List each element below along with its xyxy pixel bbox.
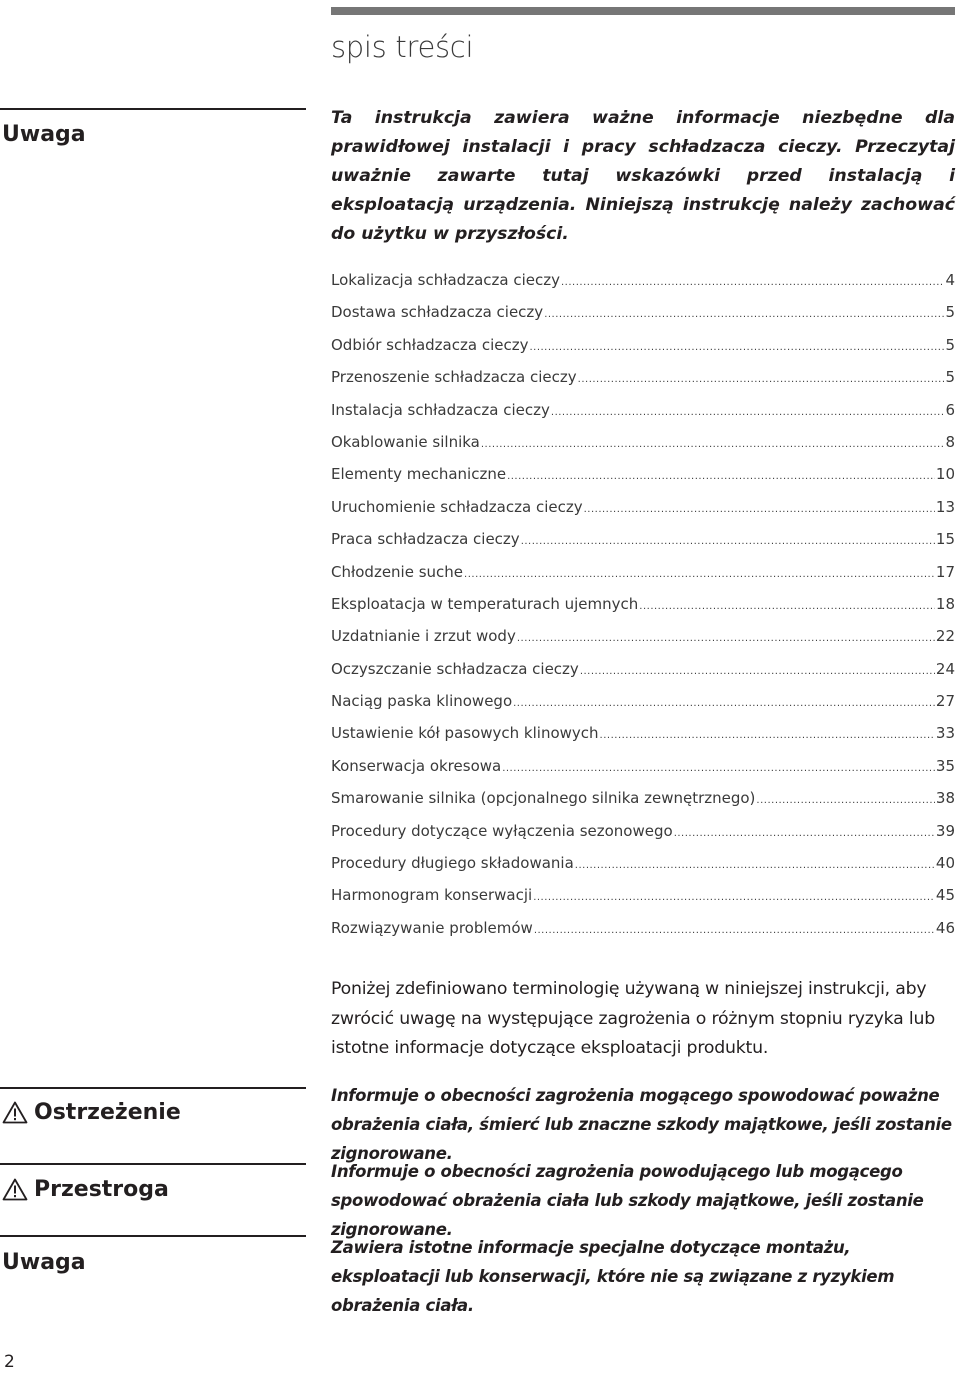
toc-item[interactable] — [331, 886, 955, 918]
toc-item-page: 5 — [945, 368, 955, 387]
toc-item[interactable] — [331, 401, 955, 433]
toc-leader-dots — [513, 692, 935, 710]
toc-item-label: Chłodzenie suche — [331, 562, 464, 581]
notice-text: Ta instrukcja zawiera ważne informacje niezbędne dla prawidłowej instalacji i pracy schładzacza cieczy. Przeczytaj uważnie zawarte tutaj wskazówki przed instalacją i eksploatacją urządzenia. Niniejszą instrukcję należy zachować do użytku w przyszłości. — [331, 108, 955, 244]
toc-leader-dots — [580, 660, 935, 678]
toc-item-label: Elementy mechaniczne — [331, 465, 507, 484]
toc-leader-dots — [600, 724, 935, 742]
toc-item-label: Eksploatacja w temperaturach ujemnych — [331, 594, 639, 613]
toc-leader-dots — [578, 368, 945, 386]
toc-item-label: Harmonogram konserwacji — [331, 886, 533, 905]
toc-item[interactable] — [331, 854, 955, 886]
toc-item[interactable] — [331, 919, 955, 951]
toc-item-label: Smarowanie silnika (opcjonalnego silnika zewnętrznego) — [331, 789, 756, 808]
toc-item[interactable] — [331, 822, 955, 854]
toc-item-page: 22 — [935, 627, 955, 646]
notice-divider — [0, 108, 306, 110]
page-title: spis treści — [331, 30, 474, 64]
toc-leader-dots — [639, 595, 935, 613]
toc-item[interactable] — [331, 563, 955, 595]
header-bar — [331, 7, 955, 15]
toc-item-page: 8 — [945, 432, 955, 451]
toc-item-label: Instalacja schładzacza cieczy — [331, 400, 550, 419]
toc-item-label: Odbiór schładzacza cieczy — [331, 335, 529, 354]
toc-item[interactable] — [331, 271, 955, 303]
caution-label — [2, 1177, 169, 1202]
toc-leader-dots — [551, 401, 945, 419]
toc-item[interactable] — [331, 336, 955, 368]
toc-leader-dots — [507, 465, 935, 483]
toc-leader-dots — [584, 498, 935, 516]
toc-item[interactable] — [331, 757, 955, 789]
toc-leader-dots — [521, 530, 935, 548]
caution-label-text: Przestroga — [34, 1177, 169, 1202]
toc-item-label: Procedury dotyczące wyłączenia sezonowego — [331, 821, 673, 840]
toc-item-label: Ustawienie kół pasowych klinowych — [331, 724, 599, 743]
caution-text: Informuje o obecności zagrożenia powodującego lub mogącego spowodować obrażenia ciała lub szkody majątkowe, jeśli zostanie zignorowane. — [331, 1162, 924, 1239]
toc-item-label: Okablowanie silnika — [331, 432, 480, 451]
toc-item[interactable] — [331, 368, 955, 400]
toc-item[interactable] — [331, 789, 955, 821]
warning-triangle-icon — [2, 1178, 28, 1201]
toc-item-page: 45 — [935, 886, 955, 905]
toc-item-label: Rozwiązywanie problemów — [331, 918, 533, 937]
toc-leader-dots — [533, 886, 935, 904]
toc-item-page: 46 — [935, 918, 955, 937]
toc-item-page: 40 — [935, 854, 955, 873]
toc-item-page: 13 — [935, 497, 955, 516]
toc-item-page: 17 — [935, 562, 955, 581]
warning-label — [2, 1100, 181, 1125]
toc-item-page: 4 — [945, 271, 955, 289]
toc-item-page: 27 — [935, 692, 955, 711]
notice-label: Uwaga — [2, 122, 86, 147]
toc-item-label: Konserwacja okresowa — [331, 756, 502, 775]
toc-item-page: 38 — [935, 789, 955, 808]
note-label: Uwaga — [2, 1250, 86, 1275]
toc-leader-dots — [502, 757, 935, 775]
toc-item[interactable] — [331, 433, 955, 465]
toc-item-label: Uruchomienie schładzacza cieczy — [331, 497, 583, 516]
toc-item-page: 39 — [935, 821, 955, 840]
toc-item-page: 5 — [945, 303, 955, 322]
toc-item-label: Przenoszenie schładzacza cieczy — [331, 368, 577, 387]
toc-item-page: 35 — [935, 756, 955, 775]
toc-item-label: Dostawa schładzacza cieczy — [331, 303, 544, 322]
toc-item[interactable] — [331, 660, 955, 692]
toc-item-page: 33 — [935, 724, 955, 743]
warning-label-text: Ostrzeżenie — [34, 1100, 181, 1125]
note-text: Zawiera istotne informacje specjalne dotyczące montażu, eksploatacji lub konserwacji, które nie są związane z ryzykiem obrażenia ciała. — [331, 1238, 895, 1315]
toc-item[interactable] — [331, 724, 955, 756]
toc-item-label: Procedury długiego składowania — [331, 854, 574, 873]
toc-item[interactable] — [331, 465, 955, 497]
toc-leader-dots — [756, 789, 934, 807]
toc-item[interactable] — [331, 498, 955, 530]
toc-leader-dots — [575, 854, 935, 872]
note-divider — [0, 1235, 306, 1237]
warning-divider — [0, 1087, 306, 1089]
toc-item-label: Uzdatnianie i zrzut wody — [331, 627, 516, 646]
toc-leader-dots — [529, 336, 944, 354]
warning-triangle-icon — [2, 1101, 28, 1124]
toc-item-label: Oczyszczanie schładzacza cieczy — [331, 659, 579, 678]
toc-item-page: 5 — [945, 335, 955, 354]
toc-item[interactable] — [331, 303, 955, 335]
caution-divider — [0, 1163, 306, 1165]
toc-item-page: 15 — [935, 530, 955, 549]
table-of-contents — [331, 271, 955, 951]
toc-leader-dots — [517, 627, 935, 645]
warning-text: Informuje o obecności zagrożenia mogącego spowodować poważne obrażenia ciała, śmierć lub znaczne szkody majątkowe, jeśli zostanie zignorowane. — [331, 1086, 952, 1163]
toc-leader-dots — [561, 271, 944, 289]
toc-item[interactable] — [331, 692, 955, 724]
toc-item[interactable] — [331, 627, 955, 659]
toc-item[interactable] — [331, 595, 955, 627]
toc-item-label: Naciąg paska klinowego — [331, 692, 513, 711]
toc-leader-dots — [544, 303, 944, 321]
toc-item-page: 24 — [935, 659, 955, 678]
toc-leader-dots — [464, 563, 935, 581]
toc-item-page: 18 — [935, 594, 955, 613]
toc-item-label: Praca schładzacza cieczy — [331, 530, 520, 549]
toc-item[interactable] — [331, 530, 955, 562]
toc-leader-dots — [534, 919, 935, 937]
toc-item-label: Lokalizacja schładzacza cieczy — [331, 271, 560, 289]
page-number: 2 — [4, 1352, 15, 1372]
toc-item-page: 10 — [935, 465, 955, 484]
toc-leader-dots — [674, 822, 935, 840]
toc-item-page: 6 — [945, 400, 955, 419]
toc-leader-dots — [481, 433, 945, 451]
terminology-intro: Poniżej zdefiniowano terminologię używaną w niniejszej instrukcji, aby zwrócić uwagę na występujące zagrożenia o różnym stopniu ryzyka lub istotne informacje dotyczące eksploatacji produktu. — [331, 979, 935, 1058]
